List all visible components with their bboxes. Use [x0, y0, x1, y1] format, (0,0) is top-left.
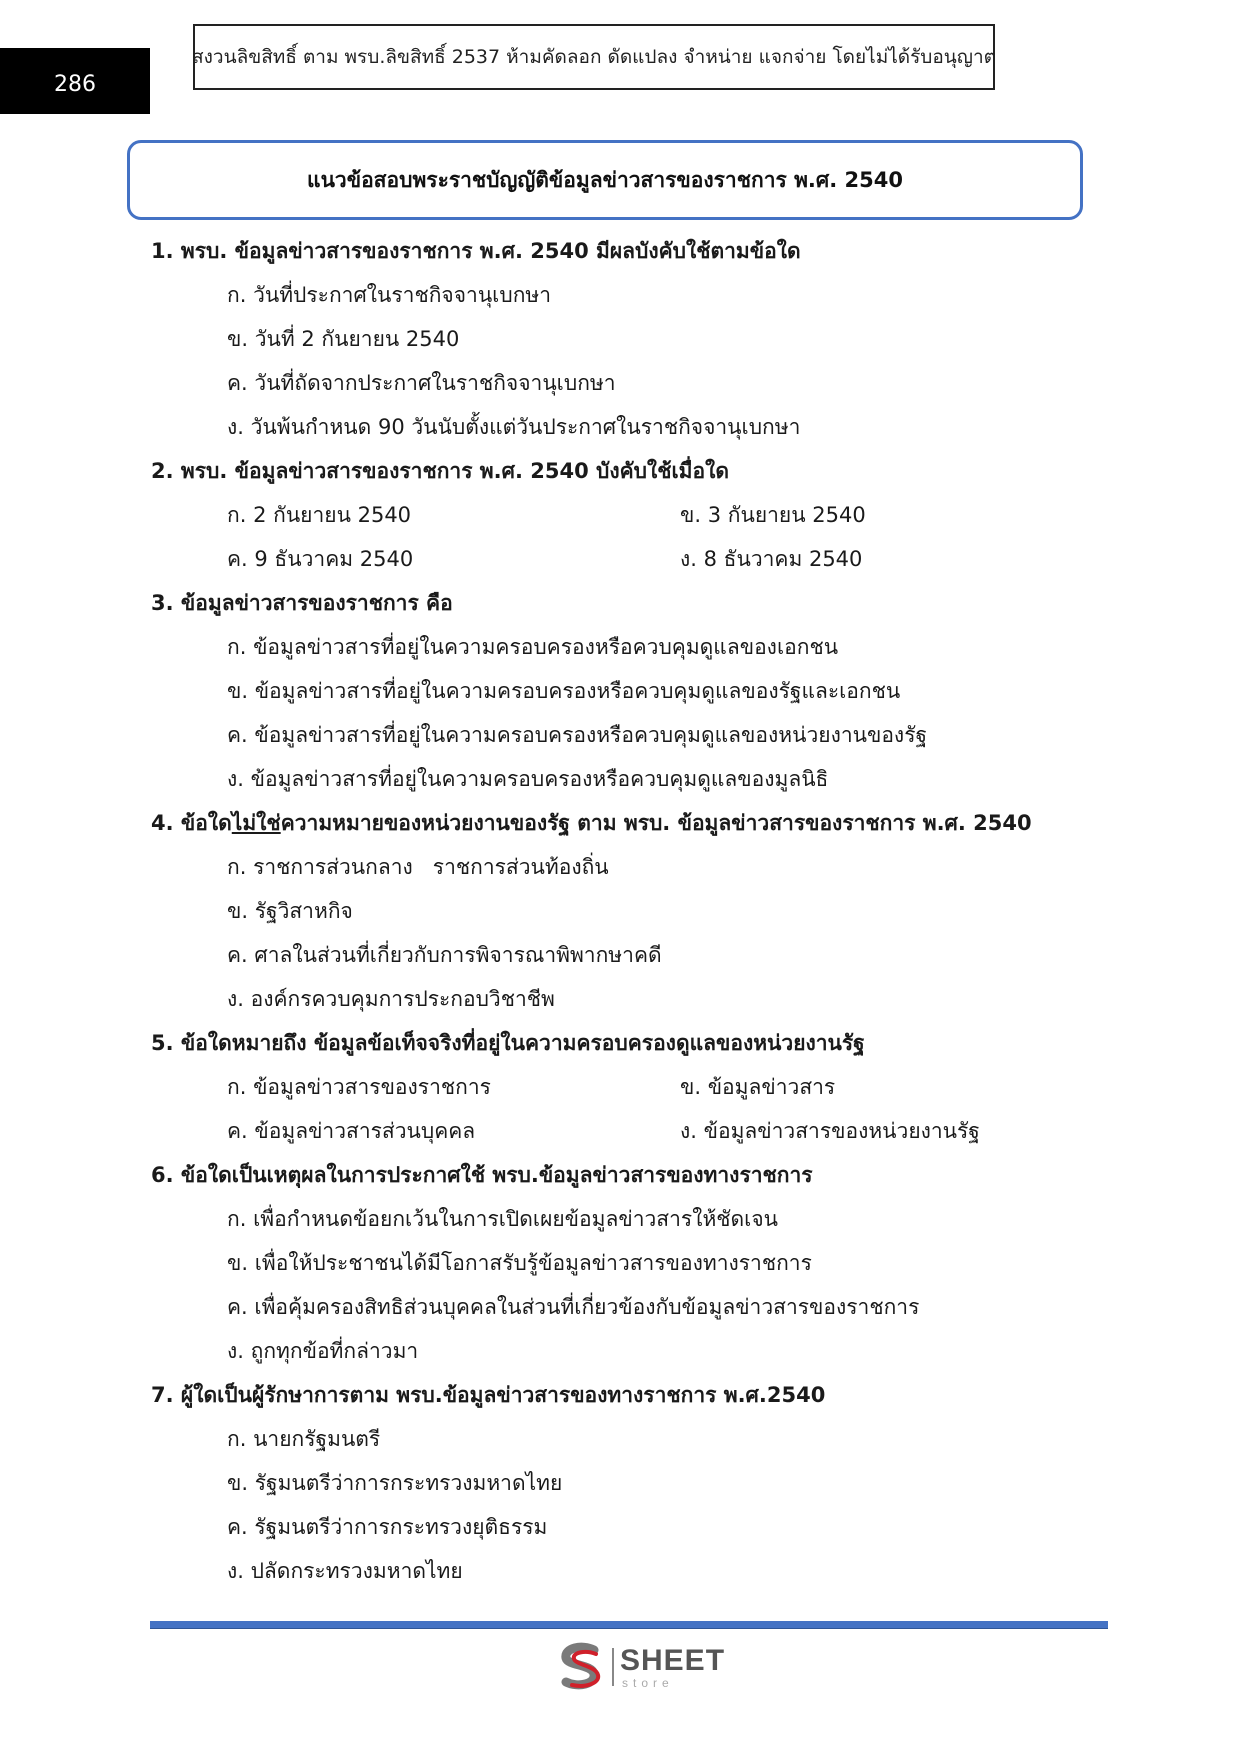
question-1-option-c: ค. วันที่ถัดจากประกาศในราชกิจจานุเบกษา [227, 371, 616, 395]
question-7-option-a: ก. นายกรัฐมนตรี [227, 1427, 381, 1451]
question-1-option-d: ง. วันพ้นกำหนด 90 วันนับตั้งแต่วันประกาศในราชกิจจานุเบกษา [227, 415, 801, 439]
question-4-emphasis: ไม่ใช่ [231, 811, 281, 835]
question-2-option-a: ก. 2 กันยายน 2540 [227, 503, 412, 527]
question-7: 7. ผู้ใดเป็นผู้รักษาการตาม พรบ.ข้อมูลข่าวสารของทางราชการ พ.ศ.2540 [151, 1383, 826, 1407]
question-3-option-d: ง. ข้อมูลข่าวสารที่อยู่ในความครอบครองหรือควบคุมดูแลของมูลนิธิ [227, 767, 829, 791]
question-2-option-b: ข. 3 กันยายน 2540 [680, 503, 866, 527]
question-7-option-d: ง. ปลัดกระทรวงมหาดไทย [227, 1559, 463, 1583]
question-4-option-c: ค. ศาลในส่วนที่เกี่ยวกับการพิจารณาพิพากษาคดี [227, 943, 662, 967]
question-4-option-b: ข. รัฐวิสาหกิจ [227, 899, 353, 923]
question-6-option-c: ค. เพื่อคุ้มครองสิทธิส่วนบุคคลในส่วนที่เกี่ยวข้องกับข้อมูลข่าวสารของราชการ [227, 1295, 920, 1319]
question-5-options-row-1 [0, 1065, 1240, 1109]
question-4-option-a: ก. ราชการส่วนกลาง ราชการส่วนท้องถิ่น [227, 855, 609, 879]
question-4 [0, 801, 1240, 845]
sheet-store-logo-icon [556, 1642, 608, 1692]
page-number: 286 [0, 48, 150, 114]
question-6: 6. ข้อใดเป็นเหตุผลในการประกาศใช้ พรบ.ข้อมูลข่าวสารของทางราชการ [151, 1163, 813, 1187]
question-7-option-b: ข. รัฐมนตรีว่าการกระทรวงมหาดไทย [227, 1471, 563, 1495]
question-2-option-c: ค. 9 ธันวาคม 2540 [227, 547, 414, 571]
question-5: 5. ข้อใดหมายถึง ข้อมูลข้อเท็จจริงที่อยู่ในความครอบครองดูแลของหน่วยงานรัฐ [151, 1031, 865, 1055]
question-1-option-b: ข. วันที่ 2 กันยายน 2540 [227, 327, 460, 351]
footer-divider [150, 1621, 1108, 1629]
question-2: 2. พรบ. ข้อมูลข่าวสารของราชการ พ.ศ. 2540 บังคับใช้เมื่อใด [151, 459, 729, 483]
question-3: 3. ข้อมูลข่าวสารของราชการ คือ [151, 591, 453, 615]
question-3-option-b: ข. ข้อมูลข่าวสารที่อยู่ในความครอบครองหรือควบคุมดูแลของรัฐและเอกชน [227, 679, 901, 703]
question-5-option-b: ข. ข้อมูลข่าวสาร [680, 1075, 836, 1099]
question-list [0, 229, 1240, 1593]
question-2-options-row-1 [0, 493, 1240, 537]
question-3-option-a: ก. ข้อมูลข่าวสารที่อยู่ในความครอบครองหรือควบคุมดูแลของเอกชน [227, 635, 839, 659]
question-4-option-d: ง. องค์กรควบคุมการประกอบวิชาชีพ [227, 987, 555, 1011]
question-2-option-d: ง. 8 ธันวาคม 2540 [680, 547, 863, 571]
question-1-option-a: ก. วันที่ประกาศในราชกิจจานุเบกษา [227, 283, 552, 307]
question-6-option-d: ง. ถูกทุกข้อที่กล่าวมา [227, 1339, 419, 1363]
sheet-store-logo-subword: store [622, 1676, 674, 1690]
question-2-options-row-2 [0, 537, 1240, 581]
question-5-option-c: ค. ข้อมูลข่าวสารส่วนบุคคล [227, 1119, 476, 1143]
question-5-option-d: ง. ข้อมูลข่าวสารของหน่วยงานรัฐ [680, 1119, 980, 1143]
sheet-store-logo-word: SHEET [620, 1644, 726, 1677]
question-4-suffix: ความหมายของหน่วยงานของรัฐ ตาม พรบ. ข้อมูลข่าวสารของราชการ พ.ศ. 2540 [280, 811, 1032, 835]
question-3-option-c: ค. ข้อมูลข่าวสารที่อยู่ในความครอบครองหรือควบคุมดูแลของหน่วยงานของรัฐ [227, 723, 928, 747]
sheet-store-logo-divider [612, 1648, 614, 1686]
question-4-prefix: 4. ข้อใด [151, 811, 232, 835]
question-6-option-b: ข. เพื่อให้ประชาชนได้มีโอกาสรับรู้ข้อมูลข่าวสารของทางราชการ [227, 1251, 812, 1275]
page-title: แนวข้อสอบพระราชบัญญัติข้อมูลข่าวสารของราชการ พ.ศ. 2540 [127, 140, 1083, 220]
question-6-option-a: ก. เพื่อกำหนดข้อยกเว้นในการเปิดเผยข้อมูลข่าวสารให้ชัดเจน [227, 1207, 779, 1231]
question-5-options-row-2 [0, 1109, 1240, 1153]
copyright-notice: สงวนลิขสิทธิ์ ตาม พรบ.ลิขสิทธิ์ 2537 ห้ามคัดลอก ดัดแปลง จำหน่าย แจกจ่าย โดยไม่ได้รับอนุญาต [193, 24, 995, 90]
question-5-option-a: ก. ข้อมูลข่าวสารของราชการ [227, 1075, 491, 1099]
sheet-store-logo [556, 1642, 726, 1692]
question-7-option-c: ค. รัฐมนตรีว่าการกระทรวงยุติธรรม [227, 1515, 548, 1539]
question-1: 1. พรบ. ข้อมูลข่าวสารของราชการ พ.ศ. 2540 มีผลบังคับใช้ตามข้อใด [151, 239, 801, 263]
